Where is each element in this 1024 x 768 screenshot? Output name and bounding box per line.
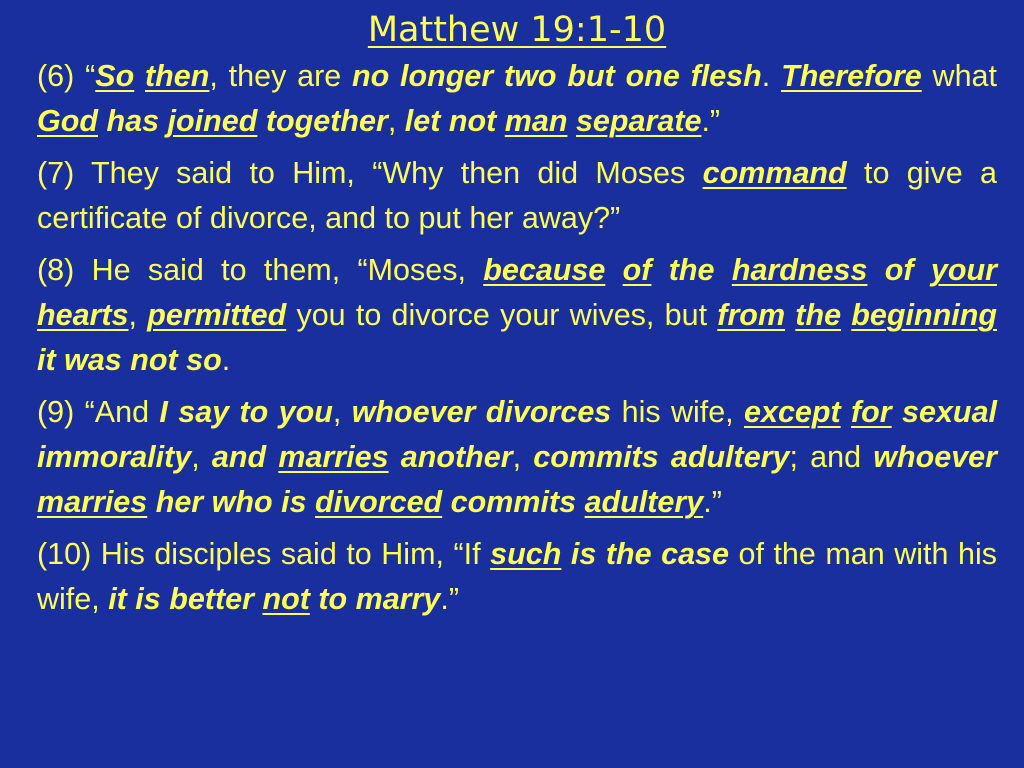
verse-text-segment: (8) He said to them, “Moses, (37, 253, 484, 287)
verse-text-segment: ; and (789, 440, 874, 474)
verse-text-segment: commits adultery (533, 440, 790, 474)
verse-text-segment: his wife, (611, 395, 745, 429)
verse-text-segment: Therefore (781, 59, 922, 93)
verse-text-segment: joined (167, 104, 258, 138)
verse-text-segment: and (211, 440, 267, 474)
verse-text-segment: beginning (851, 298, 997, 332)
verse-text-segment: then (145, 59, 210, 93)
verse-text-segment: , (191, 440, 212, 474)
verse-8 (37, 248, 997, 383)
verse-text-segment: man (504, 104, 568, 138)
verse-text-segment (651, 253, 668, 287)
verse-text-segment: (10) His disciples said to Him, “If (37, 537, 491, 571)
verse-text-segment (442, 485, 450, 519)
verse-text-segment: marries (278, 440, 389, 474)
verse-text-segment: hardness (731, 253, 868, 287)
verse-text-segment: , they are (209, 59, 352, 93)
verse-text-segment: adultery (584, 485, 704, 519)
verse-text-segment (841, 395, 851, 429)
verse-text-segment: of the man with his wife, (37, 537, 997, 616)
verse-text-segment: from (717, 298, 786, 332)
verse-text-segment: . (221, 343, 231, 377)
verse-text-segment: it is better (108, 582, 254, 616)
verse-text-segment: another (400, 440, 513, 474)
verse-10 (37, 532, 997, 622)
verse-text-segment: the (668, 253, 715, 287)
verse-7 (37, 151, 997, 241)
verse-text-segment (147, 485, 155, 519)
verse-text-segment: , (128, 298, 148, 332)
verse-text-segment: . (761, 59, 782, 93)
verse-text-segment: what (921, 59, 997, 93)
verse-text-segment: (9) “And (37, 395, 160, 429)
verse-text-segment (257, 104, 265, 138)
verse-text-segment: , (387, 104, 405, 138)
verse-text-segment: whoever divorces (351, 395, 612, 429)
slide-title: Matthew 19:1-10 (367, 10, 667, 50)
verse-text-segment: together (265, 104, 388, 138)
verse-9 (37, 390, 997, 525)
verse-text-segment: God (37, 104, 98, 138)
verse-text-segment: is the case (570, 537, 729, 571)
verse-text-segment: command (702, 156, 847, 190)
verse-text-segment: separate (575, 104, 702, 138)
verse-text-segment: the (795, 298, 842, 332)
verse-text-segment (496, 104, 504, 138)
verse-text-segment (715, 253, 732, 287)
verse-text-segment (159, 104, 167, 138)
verse-text-segment: for (851, 395, 892, 429)
verse-text-segment: commits (450, 485, 577, 519)
verse-text-segment (785, 298, 795, 332)
verse-text-segment: it was not so (37, 343, 222, 377)
verse-text-segment: except (744, 395, 841, 429)
verse-text-segment: her who is (155, 485, 307, 519)
verse-text-segment: permitted (147, 298, 287, 332)
verse-text-segment: , (512, 440, 534, 474)
verse-6 (37, 54, 997, 144)
verse-text-segment (561, 537, 571, 571)
verse-text-segment: of (622, 253, 652, 287)
verse-text-segment (605, 253, 622, 287)
verse-text-segment: no longer two but one flesh (352, 59, 762, 93)
verse-text-segment: marries (37, 485, 148, 519)
verse-text-segment (914, 253, 931, 287)
verse-text-segment: to marry (318, 582, 441, 616)
verse-text-segment: .” (701, 104, 721, 138)
verse-text-segment: (7) They said to Him, “Why then did Moses (37, 156, 703, 190)
verse-text-segment (576, 485, 584, 519)
verse-text-segment: , (332, 395, 352, 429)
verse-text-segment: (6) “ (37, 59, 96, 93)
verse-text-segment (892, 395, 902, 429)
verse-text-segment: .” (703, 485, 722, 519)
verse-text-segment (134, 59, 145, 93)
verse-text-segment (867, 253, 884, 287)
verse-text-segment: sexual immorality (37, 395, 998, 474)
verse-text-segment: divorced (315, 485, 443, 519)
verse-text-segment: let not (404, 104, 497, 138)
verse-text-segment: .” (440, 582, 460, 616)
verse-text-segment: you to divorce your wives, but (286, 298, 718, 332)
verse-text-segment: whoever (873, 440, 997, 474)
verse-text-segment: So (95, 59, 135, 93)
verse-text-segment: your (930, 253, 997, 287)
verse-text-segment: has (106, 104, 160, 138)
verse-text-segment (841, 298, 851, 332)
verse-text-segment (389, 440, 401, 474)
verse-text-segment (266, 440, 278, 474)
verse-text-segment: such (490, 537, 562, 571)
verse-text-segment: of (884, 253, 914, 287)
verse-text-segment: because (483, 253, 606, 287)
verse-text-segment: I say to you (159, 395, 333, 429)
verse-text-segment (567, 104, 575, 138)
verse-text-segment: not (262, 582, 310, 616)
verse-text-segment (307, 485, 315, 519)
verse-text-segment: hearts (37, 298, 129, 332)
verse-text-segment: to give a certificate of divorce, and to put her away?” (37, 156, 998, 235)
